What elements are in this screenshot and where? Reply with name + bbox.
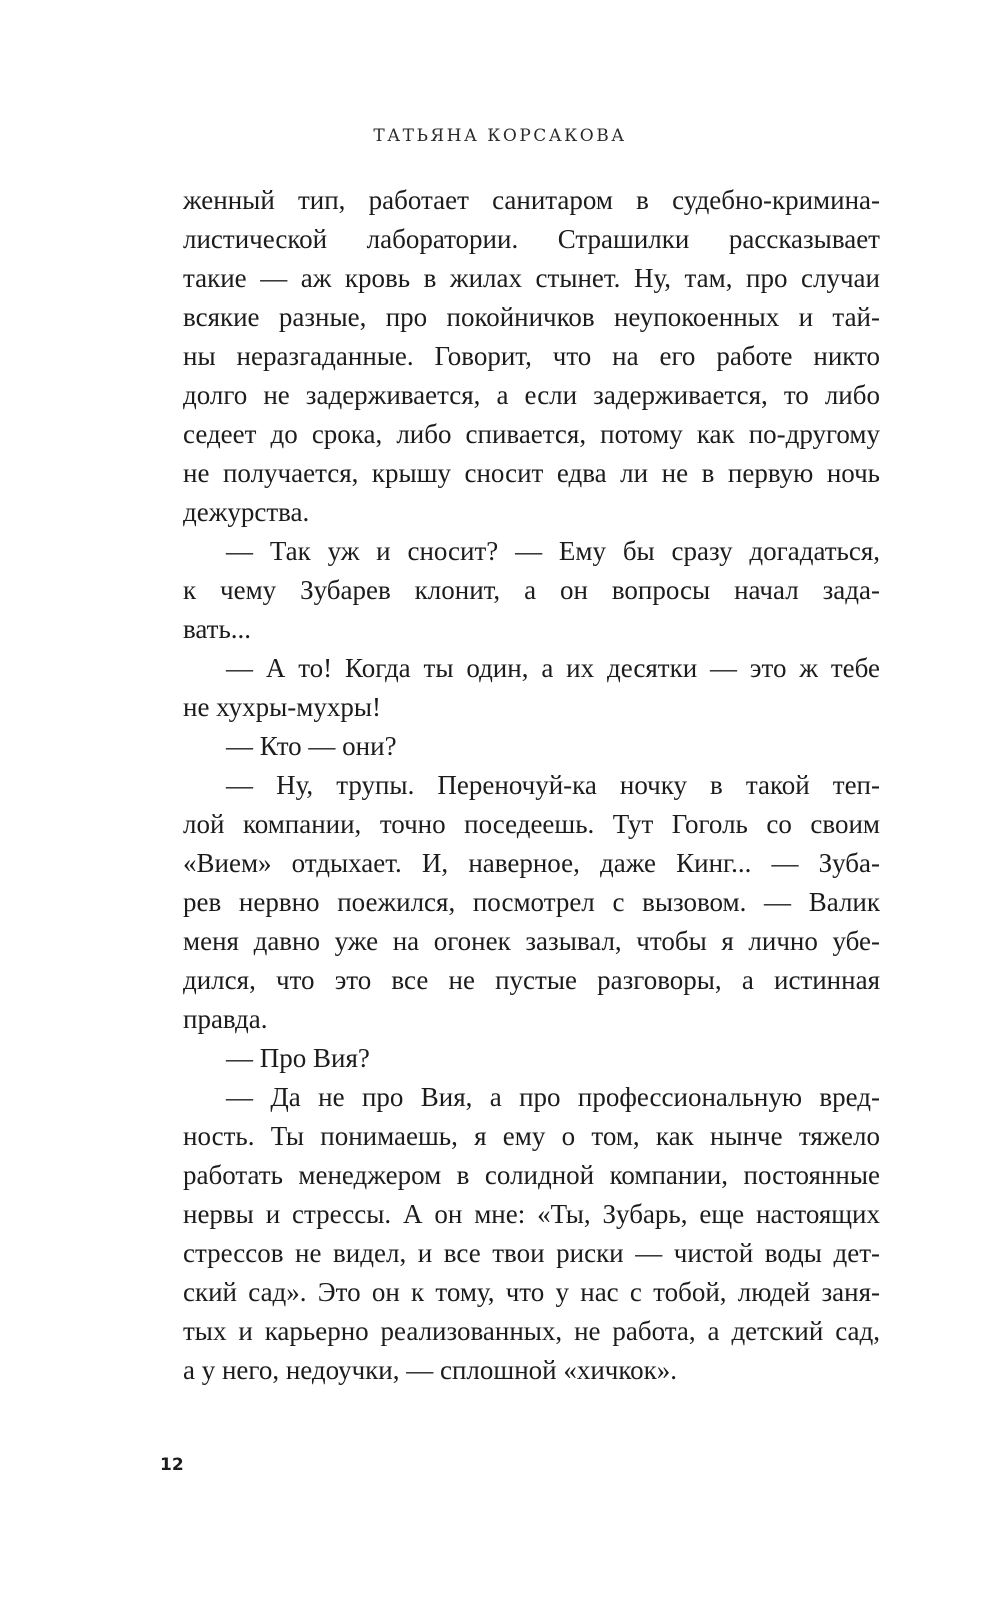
- text-line: листической лаборатории. Страшилки рассказывает: [183, 224, 880, 254]
- dialogue-line: — Кто — они?: [226, 731, 397, 761]
- text-line: такие — аж кровь в жилах стынет. Ну, там, про случаи: [183, 263, 880, 293]
- text-line: правда.: [183, 1004, 268, 1034]
- text-line: к чему Зубарев клонит, а он вопросы начал зада-: [183, 575, 880, 605]
- text-line: нервы и стрессы. А он мне: «Ты, Зубарь, еще настоящих: [183, 1199, 880, 1229]
- body-text: [183, 181, 880, 1390]
- running-head-author: ТАТЬЯНА КОРСАКОВА: [373, 126, 627, 146]
- text-line: рев нервно поежился, посмотрел с вызовом. — Валик: [183, 887, 880, 917]
- text-line: не хухры-мухры!: [183, 692, 382, 722]
- text-line: дежурства.: [183, 497, 310, 527]
- text-line: а у него, недоучки, — сплошной «хичкок».: [183, 1355, 677, 1385]
- text-line: стрессов не видел, и все твои риски — чистой воды дет-: [183, 1238, 880, 1268]
- text-line: меня давно уже на огонек зазывал, чтобы я лично убе-: [183, 926, 880, 956]
- text-line: женный тип, работает санитаром в судебно-кримина-: [183, 185, 880, 215]
- text-line: всякие разные, про покойничков неупокоенных и тай-: [183, 302, 880, 332]
- text-line: не получается, крышу сносит едва ли не в первую ночь: [183, 458, 880, 488]
- dialogue-line: — Так уж и сносит? — Ему бы сразу догадаться,: [226, 536, 880, 566]
- text-line: седеет до срока, либо спивается, потому как по-другому: [183, 419, 880, 449]
- dialogue-line: — Да не про Вия, а про профессиональную вред-: [226, 1082, 880, 1112]
- page-number: 12: [160, 1455, 184, 1475]
- text-line: ский сад». Это он к тому, что у нас с тобой, людей заня-: [183, 1277, 880, 1307]
- text-line: «Вием» отдыхает. И, наверное, даже Кинг... — Зуба-: [183, 848, 880, 878]
- text-line: работать менеджером в солидной компании, постоянные: [183, 1160, 880, 1190]
- dialogue-line: — А то! Когда ты один, а их десятки — это ж тебе: [226, 653, 880, 683]
- text-line: ность. Ты понимаешь, я ему о том, как нынче тяжело: [183, 1121, 880, 1151]
- text-line: вать...: [183, 614, 252, 644]
- text-line: ны неразгаданные. Говорит, что на его работе никто: [183, 341, 880, 371]
- dialogue-line: — Про Вия?: [226, 1043, 370, 1073]
- text-line: долго не задерживается, а если задерживается, то либо: [183, 380, 880, 410]
- dialogue-line: — Ну, трупы. Переночуй-ка ночку в такой теп-: [226, 770, 880, 800]
- text-line: тых и карьерно реализованных, не работа, а детский сад,: [183, 1316, 880, 1346]
- text-line: лой компании, точно поседеешь. Тут Гоголь со своим: [183, 809, 880, 839]
- text-line: дился, что это все не пустые разговоры, а истинная: [183, 965, 880, 995]
